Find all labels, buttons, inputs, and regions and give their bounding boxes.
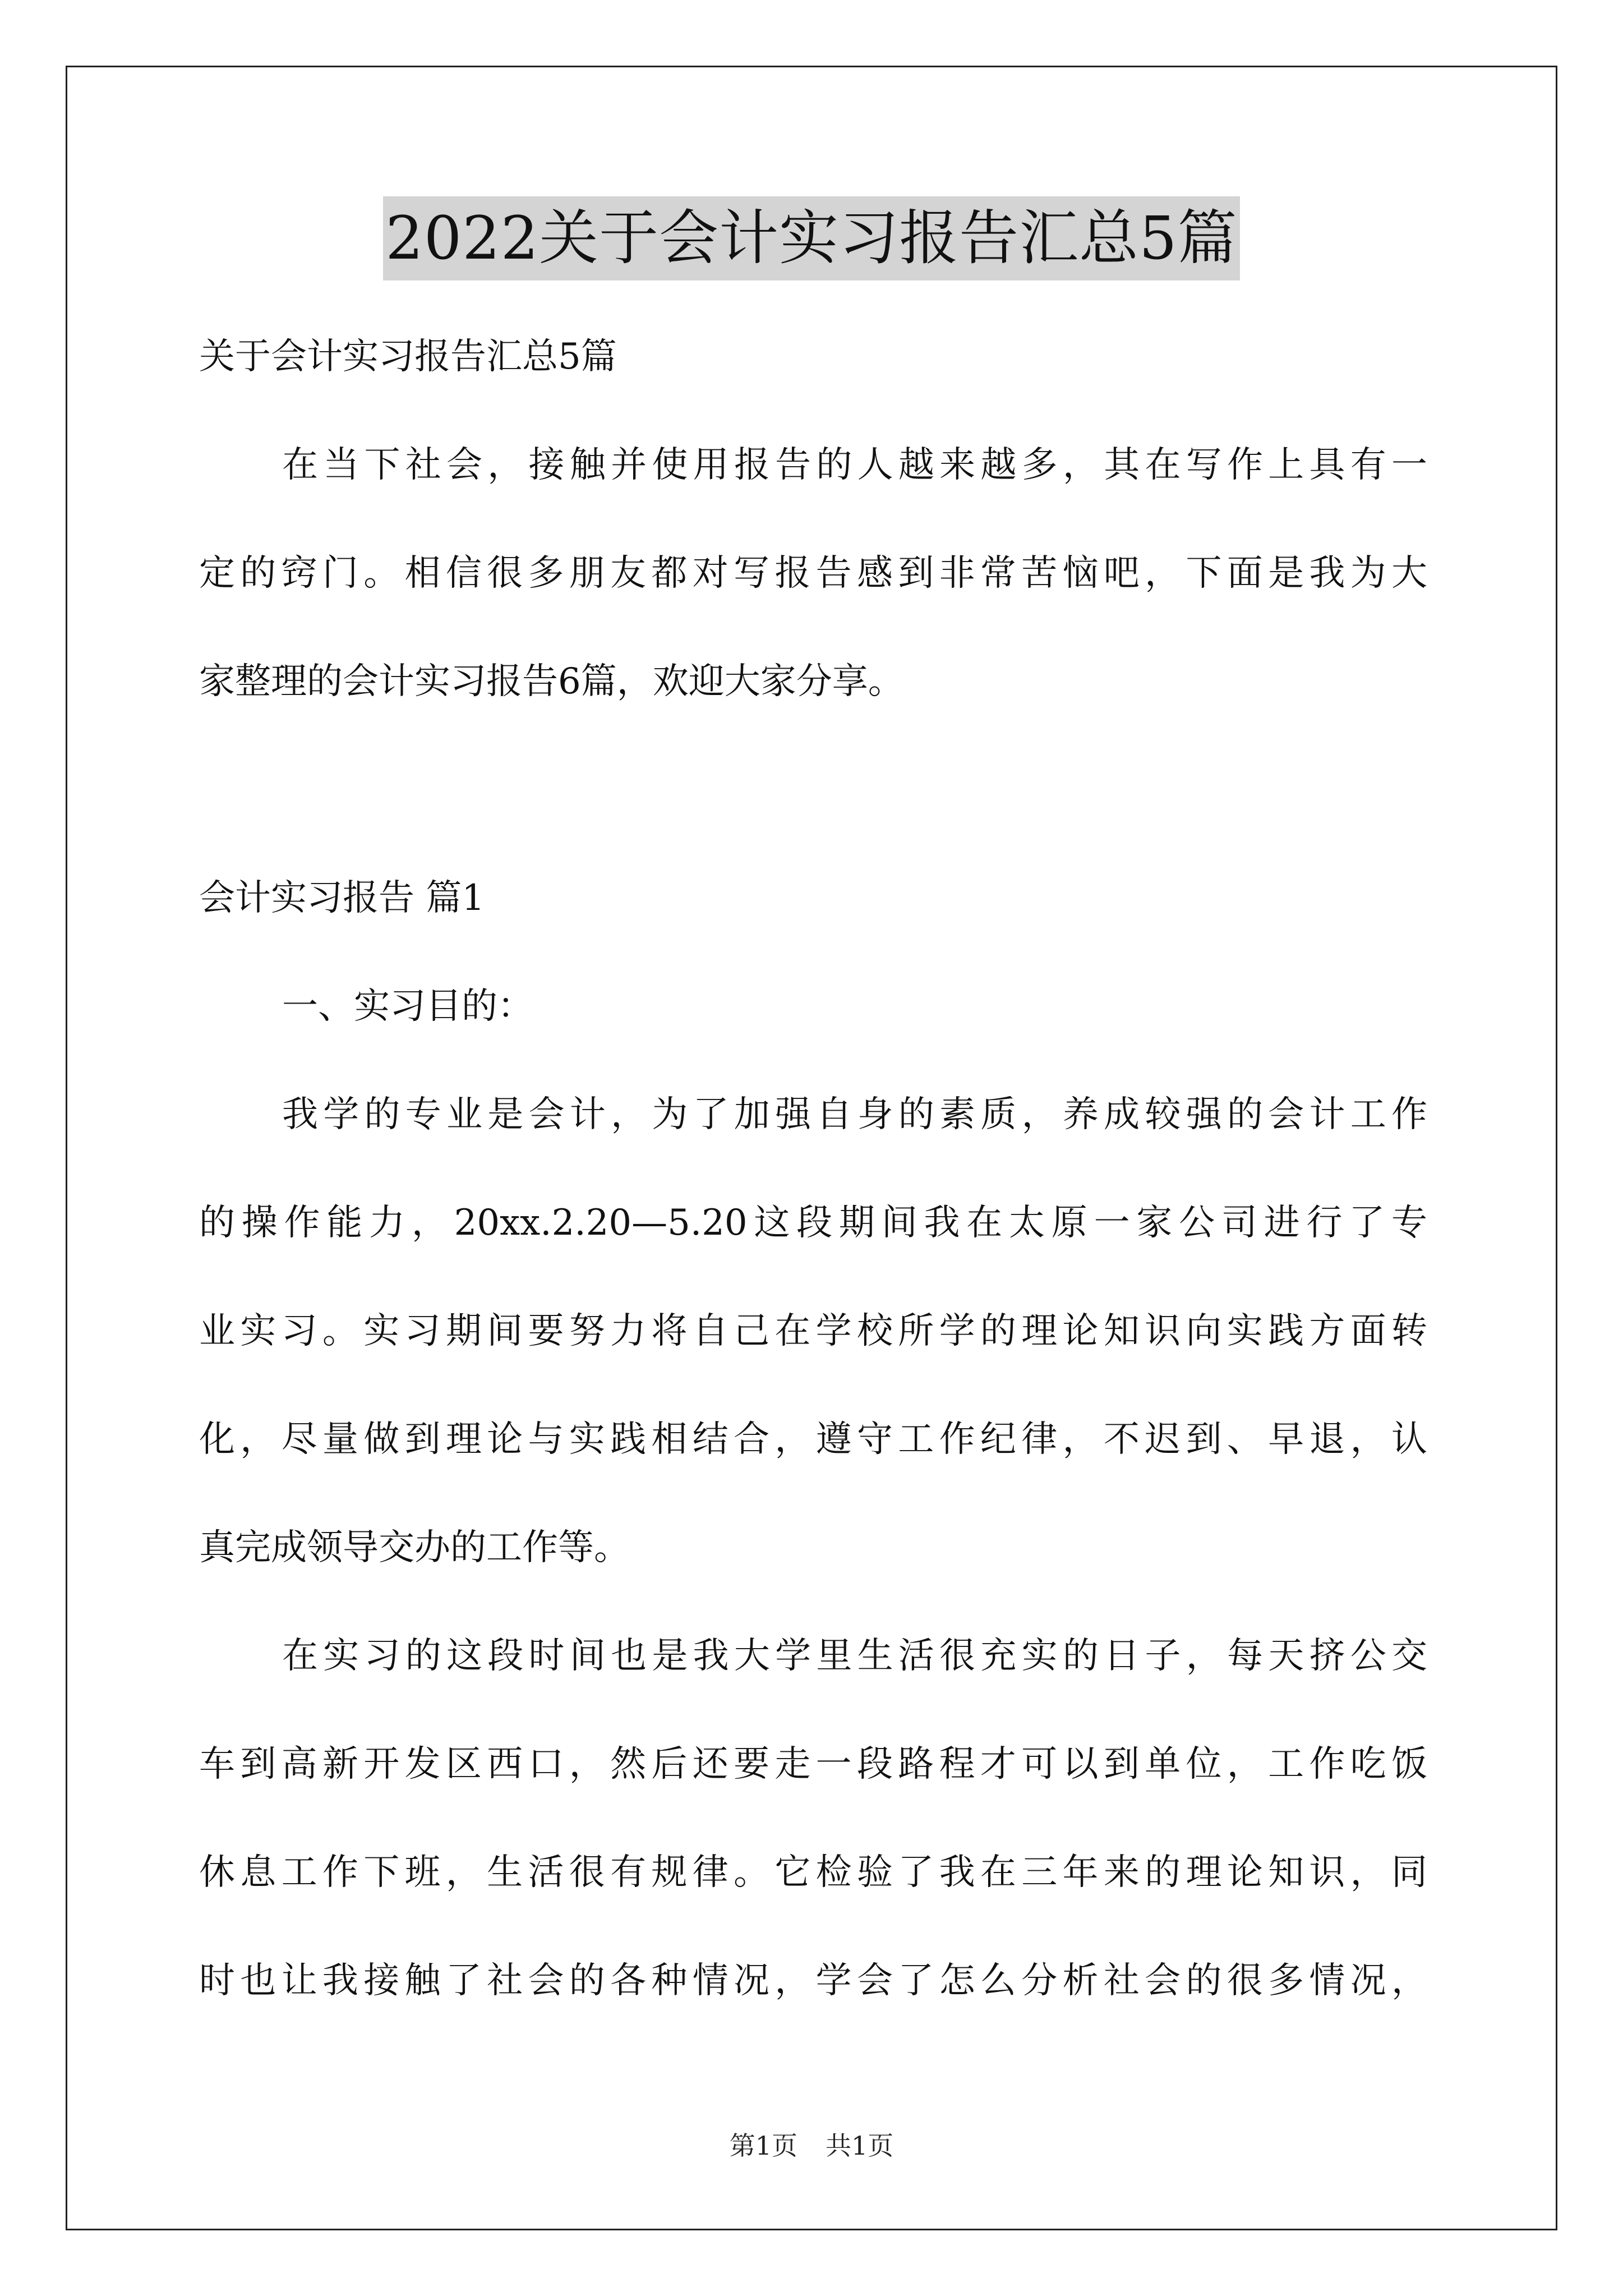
document-body	[199, 303, 1427, 2035]
page-number: 第1页	[729, 2131, 797, 2161]
intro-line: 定的窍门。相信很多朋友都对写报告感到非常苦恼吧，下面是我为大	[199, 553, 1427, 594]
paragraph1-line: 的操作能力，20xx.2.20—5.20这段期间我在太原一家公司进行了专	[199, 1202, 1427, 1244]
title-container	[0, 196, 1623, 280]
intro-line: 在当下社会，接触并使用报告的人越来越多，其在写作上具有一	[282, 444, 1427, 486]
document-title: 2022关于会计实习报告汇总5篇	[383, 196, 1239, 280]
paragraph2-line: 时也让我接触了社会的各种情况，学会了怎么分析社会的很多情况，	[199, 1960, 1427, 2001]
page-total: 共1页	[826, 2131, 894, 2161]
paragraph1-line: 业实习。实习期间要努力将自己在学校所学的理论知识向实践方面转	[199, 1310, 1427, 1352]
paragraph1-line: 化，尽量做到理论与实践相结合，遵守工作纪律，不迟到、早退，认	[199, 1419, 1427, 1460]
intro-line: 家整理的会计实习报告6篇，欢迎大家分享。	[199, 661, 904, 702]
paragraph2-line: 车到高新开发区西口，然后还要走一段路程才可以到单位，工作吃饭	[199, 1743, 1427, 1785]
paragraph1-line: 真完成领导交办的工作等。	[199, 1527, 630, 1568]
paragraph1-line: 我学的专业是会计，为了加强自身的素质，养成较强的会计工作	[282, 1094, 1427, 1135]
subsection-heading: 一、实习目的：	[282, 986, 533, 1027]
document-subtitle: 关于会计实习报告汇总5篇	[199, 336, 617, 378]
page-footer	[0, 2129, 1623, 2162]
section-heading: 会计实习报告 篇1	[199, 877, 485, 919]
paragraph2-line: 在实习的这段时间也是我大学里生活很充实的日子，每天挤公交	[282, 1635, 1427, 1677]
section-spacer	[199, 736, 1427, 844]
paragraph2-line: 休息工作下班，生活很有规律。它检验了我在三年来的理论知识，同	[199, 1852, 1427, 1893]
